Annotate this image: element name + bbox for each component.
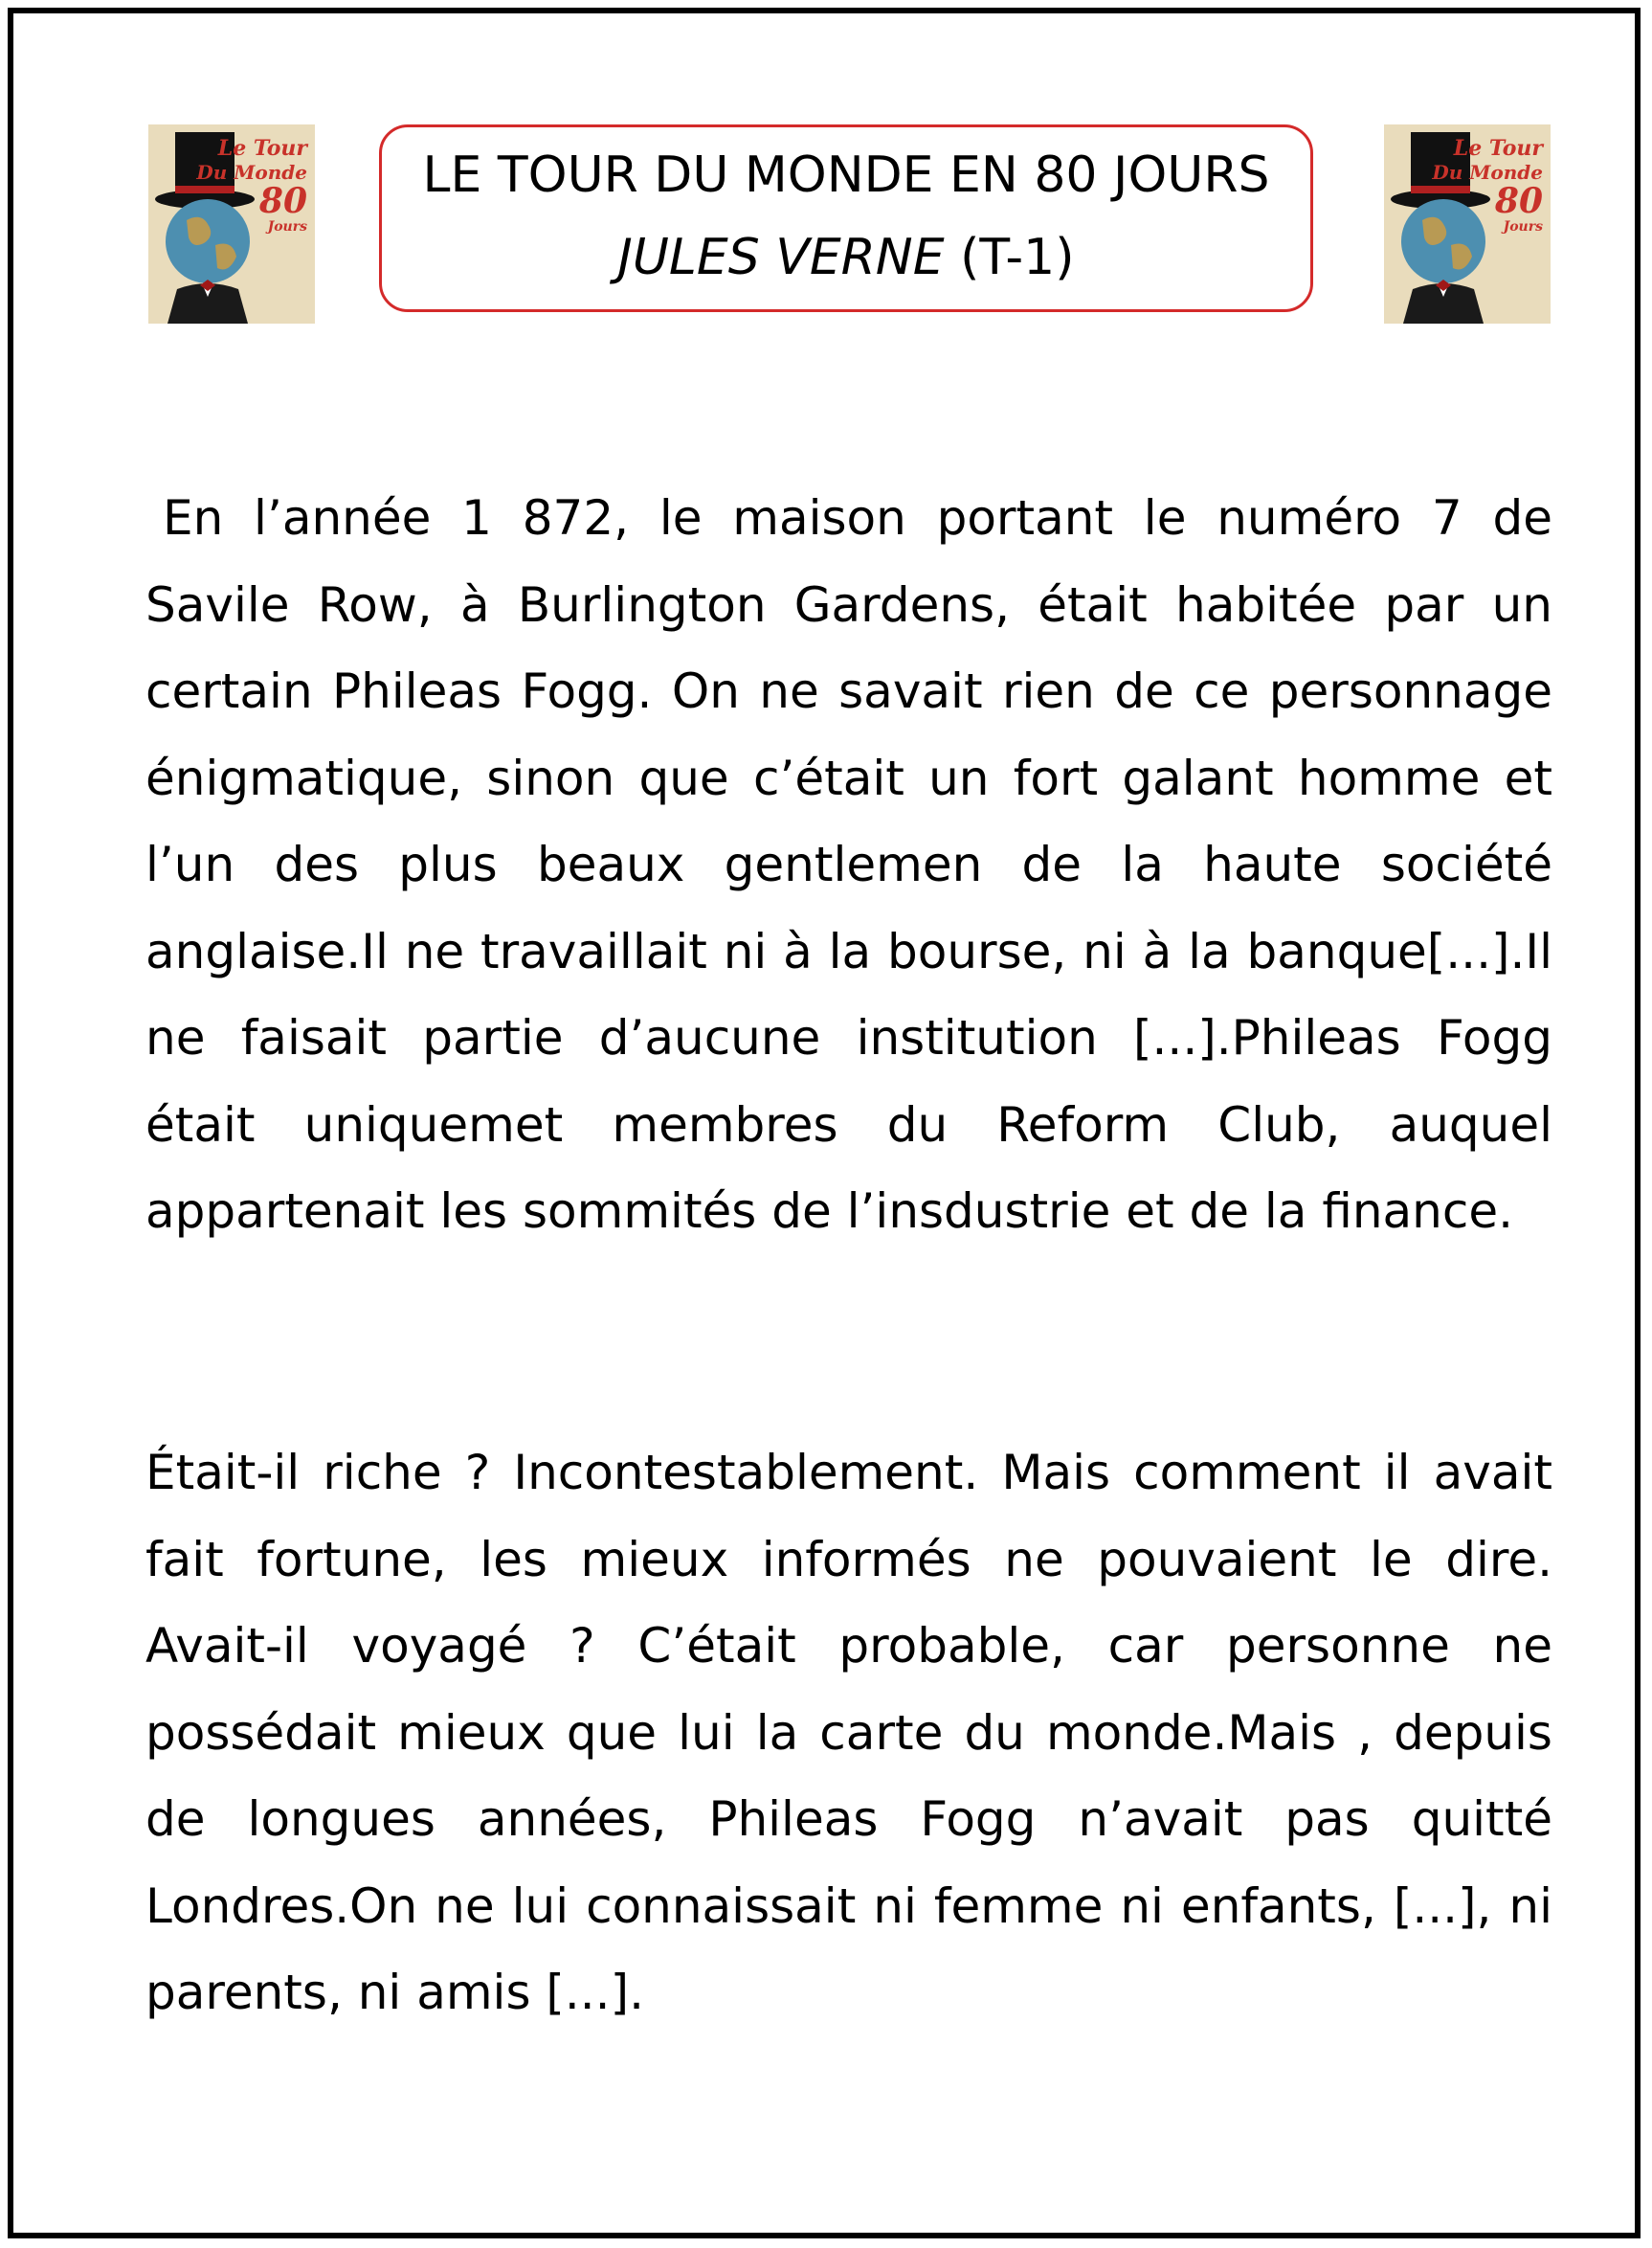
logo-title-line3: 80 [258,181,307,221]
volume-label: (T-1) [960,229,1075,286]
book-cover-logo-right [1384,124,1551,324]
title-box [379,124,1313,312]
logo-title-line2: Du Monde [196,161,307,184]
author-name: JULES VERNE [617,229,945,286]
logo-title-line1: Le Tour [217,136,307,161]
logo-title-line2: Du Monde [1432,161,1543,184]
book-cover-logo-left [148,124,315,324]
logo-title-line1: Le Tour [1453,136,1543,161]
paragraph-2: Était-il riche ? Incontestablement. Mais comment il avait fait fortune, les mieux informés ne pouvaient le dire. Avait-il voyagé ? C’était probable, car personne ne possédait mieux que lui la carte du monde.Mais , depuis de longues années, Phileas Fogg n’avait pas quitté Londres.On ne lui connaissait ni femme ni enfants, [...], ni parents, ni amis [...]. [145,1445,1552,2020]
book-title: LE TOUR DU MONDE EN 80 JOURS [422,146,1270,204]
author-line [382,229,1310,286]
logo-title-line3: 80 [1494,181,1543,221]
paragraph-1: En l’année 1 872, le maison portant le numéro 7 de Savile Row, à Burlington Gardens, était habitée par un certain Phileas Fogg. On ne savait rien de ce personnage énigmatique, sinon que c’était un fort galant homme et l’un des plus beaux gentlemen de la haute société anglaise.Il ne travaillait ni à la bourse, ni à la banque[...].Il ne faisait partie d’aucune institution [...].Phileas Fogg était uniquemet membres du Reform Club, auquel appartenait les sommités de l’insdustrie et de la finance. [145,490,1552,1239]
logo-title-line4: Jours [1503,219,1543,235]
logo-title-line4: Jours [267,219,307,235]
